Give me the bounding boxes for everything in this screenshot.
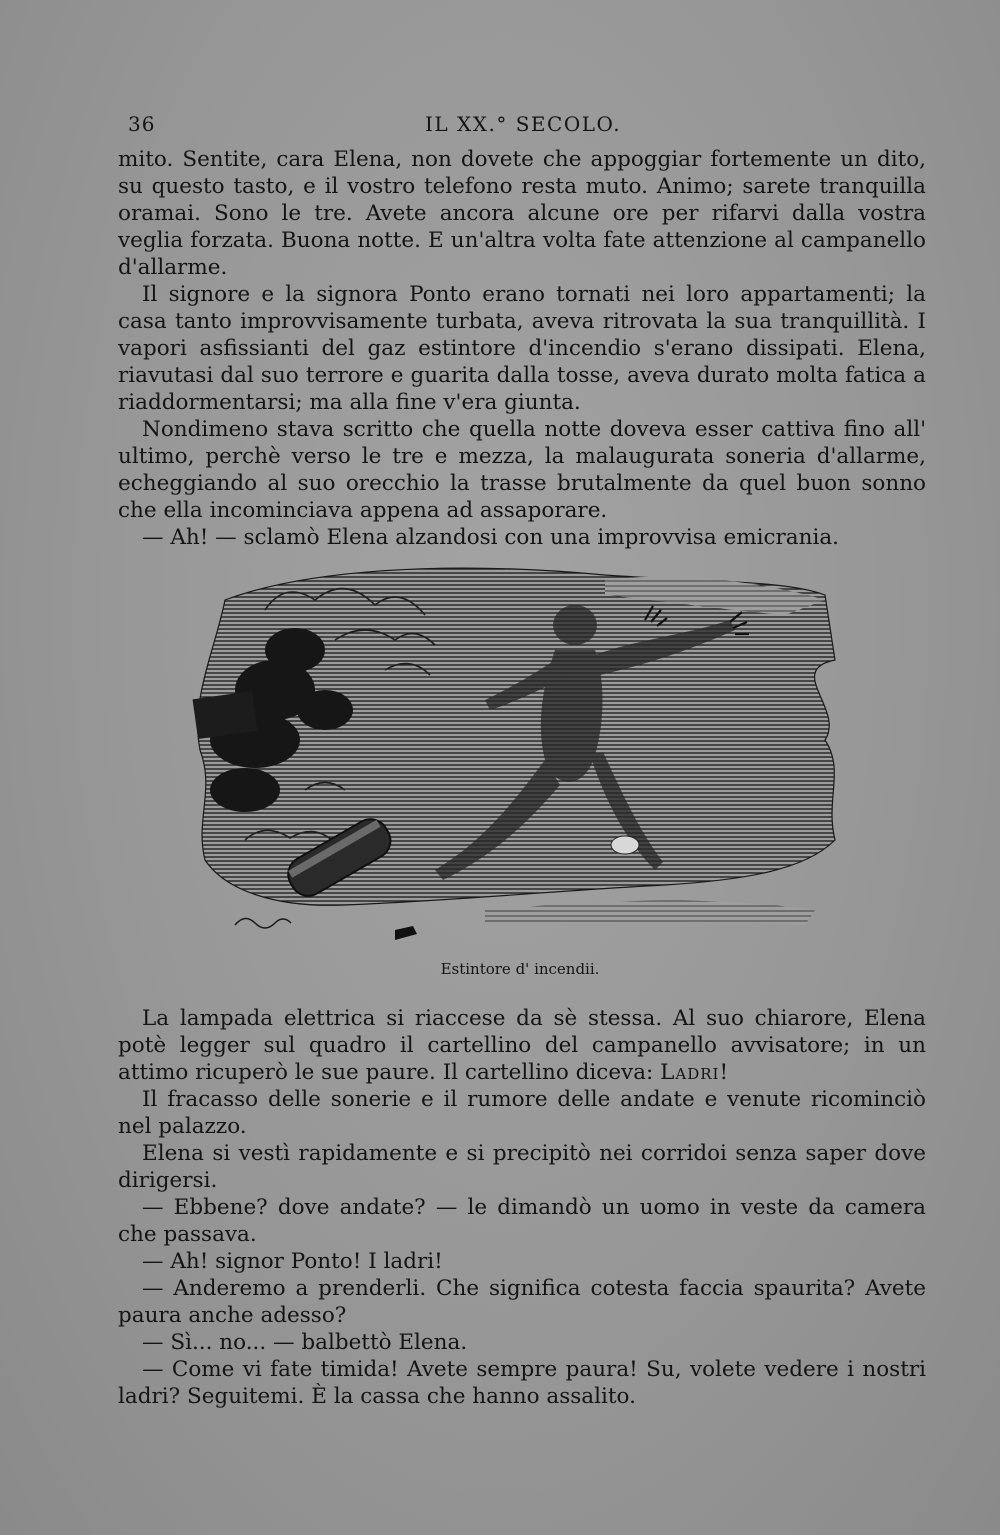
dialogue-line: — Anderemo a prenderli. Che significa cotesta faccia spaurita? Avete paura anche adesso? <box>118 1276 926 1328</box>
paragraph-text: ! <box>719 1060 729 1085</box>
fire-extinguisher-engraving <box>185 540 865 950</box>
dialogue-line: — Come vi fate timida! Avete sempre paura! Su, volete vedere i nostri ladri? Seguitemi. È la cassa che hanno assalito. <box>118 1357 926 1409</box>
foot <box>395 926 417 940</box>
wooden-beam <box>193 691 258 739</box>
paragraph <box>118 1005 926 1086</box>
bottom-text-block <box>118 1005 926 1410</box>
paragraph: Elena si vestì rapidamente e si precipitò nei corridoi senza saper dove dirigersi. <box>118 1141 926 1193</box>
paragraph: mito. Sentite, cara Elena, non dovete che appoggiar fortemente un dito, su questo tasto, e il vostro telefono resta muto. Animo; sarete tranquilla oramai. Sono le tre. Avete ancora alcune ore per rifarvi dalla vostra veglia forzata. Buona notte. E un'altra volta fate attenzione al campanello d'allarme. <box>118 147 926 280</box>
smoke-wisp <box>485 901 815 925</box>
page-header <box>0 112 1000 140</box>
dialogue-line: — Sì... no... — balbettò Elena. <box>142 1330 468 1355</box>
ladri-smallcaps: Ladri <box>660 1060 720 1085</box>
dialogue-line: — Ah! — sclamò Elena alzandosi con una improvvisa emicrania. <box>142 525 839 550</box>
top-text-block <box>118 146 926 551</box>
figure-caption: Estintore d' incendii. <box>440 960 600 978</box>
page-number: 36 <box>128 112 156 136</box>
paragraph: Il fracasso delle sonerie e il rumore delle andate e venute ricominciò nel palazzo. <box>118 1087 926 1139</box>
flourish <box>235 918 291 928</box>
running-title: IL XX.° SECOLO. <box>425 112 622 136</box>
paragraph-text: La lampada elettrica si riaccese da sè stessa. Al suo chiarore, Elena potè legger sul quadro il cartellino del campanello avvisatore; in un attimo ricuperò le sue paure. Il cartellino diceva: <box>118 1006 926 1085</box>
dialogue-line: — Ebbene? dove andate? — le dimandò un uomo in veste da camera che passava. <box>118 1195 926 1247</box>
paragraph: Il signore e la signora Ponto erano tornati nei loro appartamenti; la casa tanto improvvisamente turbata, aveva ritrovata la sua tranquillità. I vapori asfissianti del gaz estintore d'incendio s'erano dissipati. Elena, riavutasi dal suo terrore e guarita dalla tosse, aveva durato molta fatica a riaddormentarsi; ma alla fine v'era giunta. <box>118 282 926 415</box>
dialogue-line: — Ah! signor Ponto! I ladri! <box>142 1249 443 1274</box>
paragraph: Nondimeno stava scritto che quella notte doveva esser cattiva fino all' ultimo, perchè verso le tre e mezza, la malaugurata soneria d'allarme, echeggiando al suo orecchio la trasse brutalmente da quel buon sonno che ella incominciava appena ad assaporare. <box>118 417 926 523</box>
splash <box>611 836 639 854</box>
